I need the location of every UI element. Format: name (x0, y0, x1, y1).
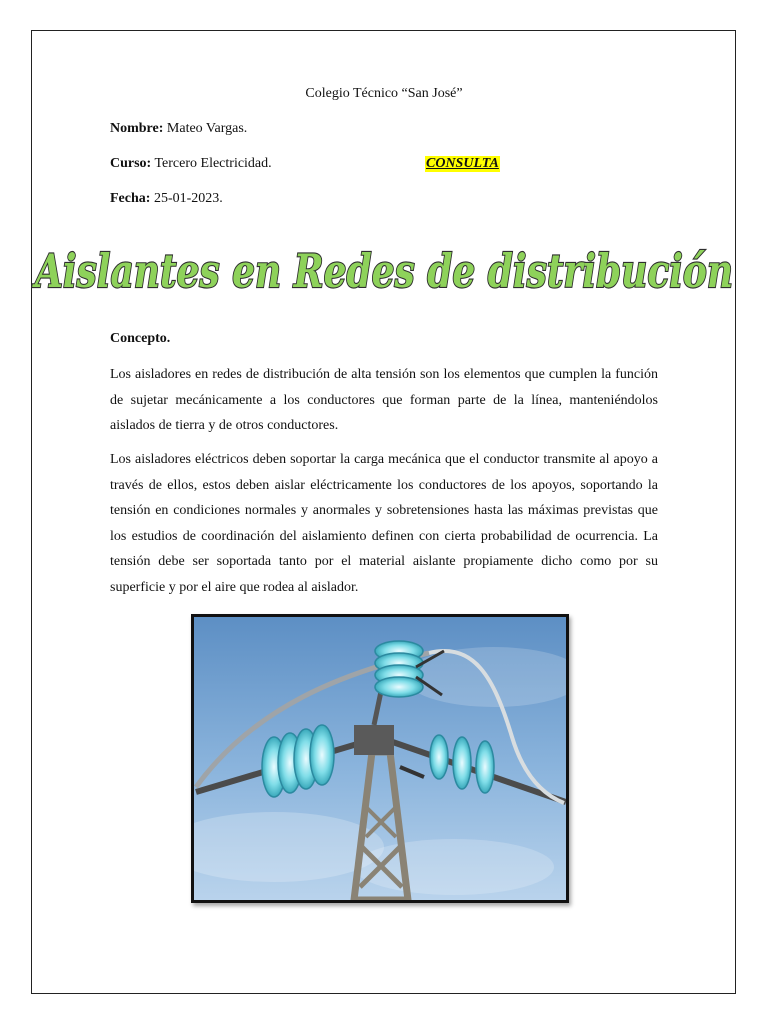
date-label: Fecha: (110, 191, 151, 206)
date-value: 25-01-2023. (150, 191, 223, 206)
course-line (110, 156, 272, 172)
school-name: Colegio Técnico “San José” (305, 86, 463, 101)
course-value: Tercero Electricidad. (151, 156, 272, 171)
document-title (30, 237, 738, 307)
paragraph-1: Los aisladores en redes de distribución de alta tensión son los elementos que cumplen la función de sujetar mecánicamente a los conductores que forman parte de la línea, manteniéndolos aislados de tierra y de otros conductores. (110, 367, 658, 433)
consulta-badge: CONSULTA (426, 156, 499, 171)
name-label: Nombre: (110, 121, 164, 136)
section-heading: Concepto. (110, 331, 171, 346)
title-graphic (30, 237, 738, 307)
name-value: Mateo Vargas. (163, 121, 248, 136)
insulator-photo (191, 614, 569, 903)
student-name-line (110, 121, 247, 137)
paragraph-2: Los aisladores eléctricos deben soportar la carga mecánica que el conductor transmite al apoyo a través de ellos, estos deben aislar eléctricamente los conductores de los apoyos, soportando la tensión en condiciones normales y anormales y sobretensiones hasta las máximas previstas que los estudios de coordinación del aislamiento definen con cierta probabilidad de ocurrencia. La tensión debe ser soportada tanto por el material aislante propiamente dicho como por su superficie y por el aire que rodea al aislador. (110, 452, 658, 595)
title-text: Aislantes en Redes de distribución (31, 244, 734, 298)
insulator-illustration (194, 617, 566, 900)
course-label: Curso: (110, 156, 152, 171)
date-line (110, 191, 223, 207)
